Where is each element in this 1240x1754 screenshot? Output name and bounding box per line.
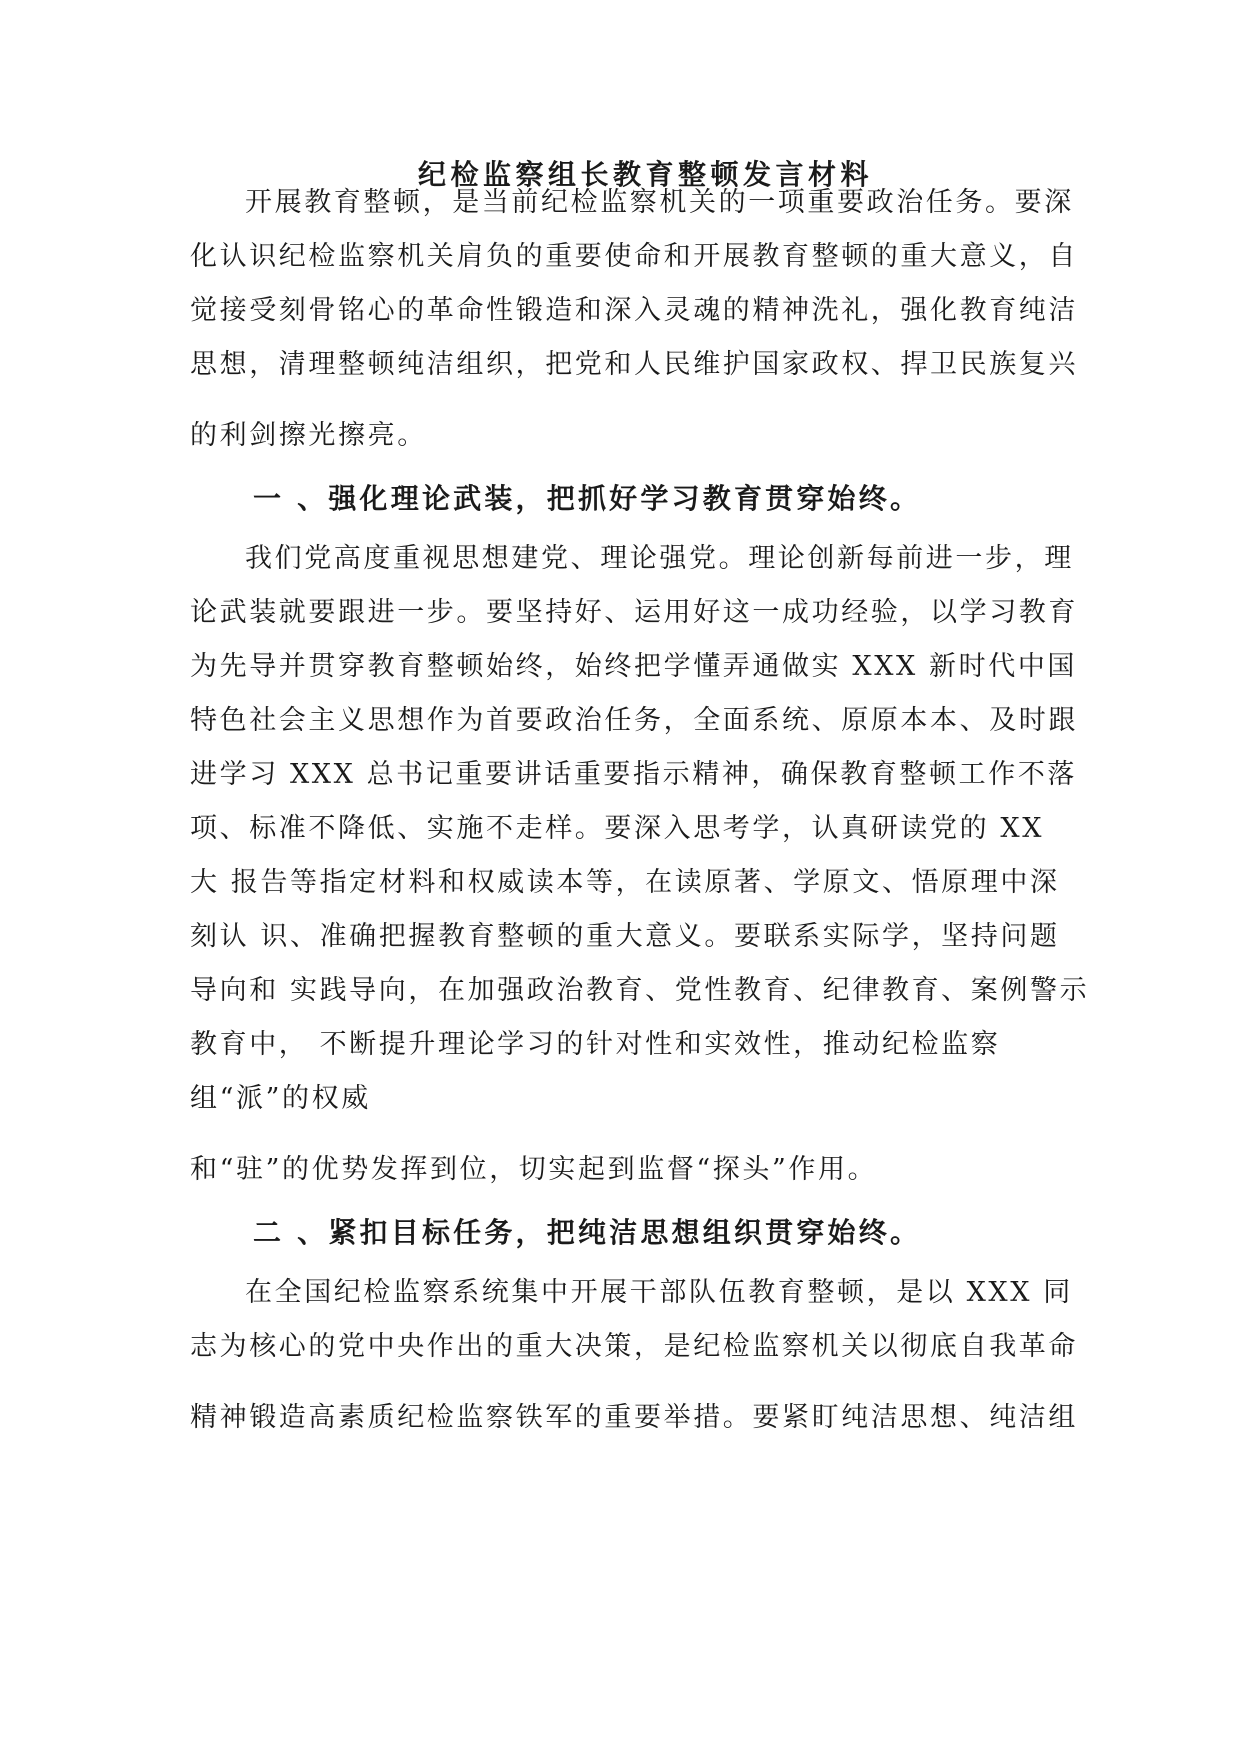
paragraph-line: 大 报告等指定材料和权威读本等，在读原著、学原文、悟原理中深 [190, 867, 1060, 898]
paragraph-line: 项、标准不降低、实施不走样。要深入思考学，认真研读党的 XX [190, 813, 1045, 844]
paragraph-line: 刻认 识、准确把握教育整顿的重大意义。要联系实际学，坚持问题 [190, 921, 1060, 952]
document-title: 纪检监察组长教育整顿发言材料 [418, 158, 874, 191]
paragraph-line: 为先导并贯穿教育整顿始终，始终把学懂弄通做实 XXX 新时代中国 [190, 651, 1078, 682]
section-heading-1: 一 、强化理论武装，把抓好学习教育贯穿始终。 [253, 482, 922, 515]
paragraph-line: 开展教育整顿，是当前纪检监察机关的一项重要政治任务。要深 [245, 187, 1074, 218]
paragraph-line: 思想，清理整顿纯洁组织，把党和人民维护国家政权、捍卫民族复兴 [190, 349, 1078, 380]
paragraph-line: 我们党高度重视思想建党、理论强党。理论创新每前进一步，理 [245, 543, 1074, 574]
paragraph-line: 论武装就要跟进一步。要坚持好、运用好这一成功经验，以学习教育 [190, 597, 1078, 628]
paragraph-line: 教育中， 不断提升理论学习的针对性和实效性，推动纪检监察 [190, 1029, 1001, 1060]
paragraph-line: 的利剑擦光擦亮。 [190, 420, 427, 451]
paragraph-line: 和“驻”的优势发挥到位，切实起到监督“探头”作用。 [190, 1154, 878, 1185]
paragraph-line: 导向和 实践导向，在加强政治教育、党性教育、纪律教育、案例警示 [190, 975, 1090, 1006]
paragraph-line: 在全国纪检监察系统集中开展干部队伍教育整顿，是以 XXX 同 [245, 1277, 1073, 1308]
paragraph-line: 化认识纪检监察机关肩负的重要使命和开展教育整顿的重大意义，自 [190, 241, 1078, 272]
section-heading-2: 二 、紧扣目标任务，把纯洁思想组织贯穿始终。 [253, 1216, 922, 1249]
paragraph-line: 觉接受刻骨铭心的革命性锻造和深入灵魂的精神洗礼，强化教育纯洁 [190, 295, 1078, 326]
paragraph-line: 组“派”的权威 [190, 1083, 371, 1114]
paragraph-line: 志为核心的党中央作出的重大决策，是纪检监察机关以彻底自我革命 [190, 1331, 1078, 1362]
paragraph-line: 特色社会主义思想作为首要政治任务，全面系统、原原本本、及时跟 [190, 705, 1078, 736]
paragraph-line: 精神锻造高素质纪检监察铁军的重要举措。要紧盯纯洁思想、纯洁组 [190, 1402, 1078, 1433]
paragraph-line: 进学习 XXX 总书记重要讲话重要指示精神，确保教育整顿工作不落 [190, 759, 1078, 790]
